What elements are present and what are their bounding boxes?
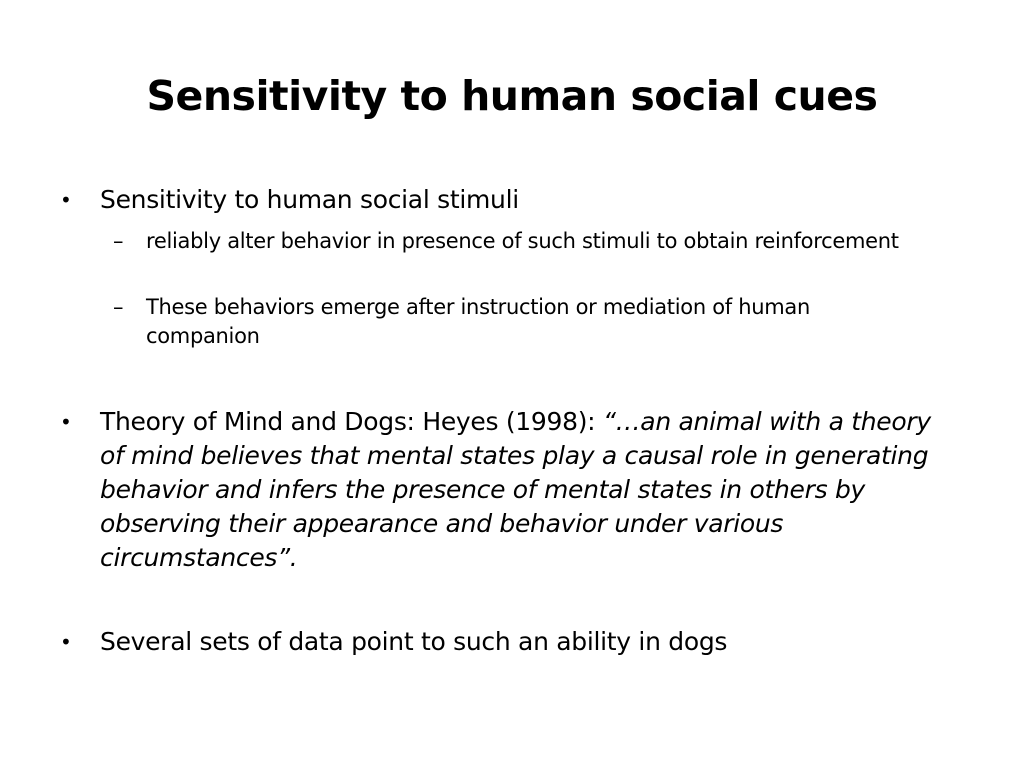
bullet-marker: • — [60, 188, 72, 212]
sub-item-marker: – — [113, 295, 124, 319]
sub-item-2 — [113, 293, 913, 351]
bullet-marker: • — [60, 410, 72, 434]
sub-item-text: These behaviors emerge after instruction or mediation of human companion — [146, 295, 810, 348]
bullet-item-1 — [60, 183, 960, 217]
sub-item-marker: – — [113, 229, 124, 253]
bullet-text: Several sets of data point to such an ability in dogs — [100, 627, 728, 656]
bullet-text — [100, 405, 960, 575]
heyes-quote: “…an animal with a theory of mind believes that mental states play a causal role in generating behavior and infers the presence of mental states in others by observing their appearance and behavior under various circumstances”. — [100, 407, 931, 572]
bullet-item-3 — [60, 625, 960, 659]
bullet-text: Sensitivity to human social stimuli — [100, 185, 519, 214]
bullet-item-2 — [60, 405, 960, 575]
slide-title: Sensitivity to human social cues — [146, 72, 878, 120]
sub-item-text: reliably alter behavior in presence of such stimuli to obtain reinforcement — [146, 229, 899, 253]
bullet-marker: • — [60, 630, 72, 654]
sub-item-1 — [113, 227, 913, 285]
bullet-text-plain: Theory of Mind and Dogs: Heyes (1998): — [100, 407, 603, 436]
